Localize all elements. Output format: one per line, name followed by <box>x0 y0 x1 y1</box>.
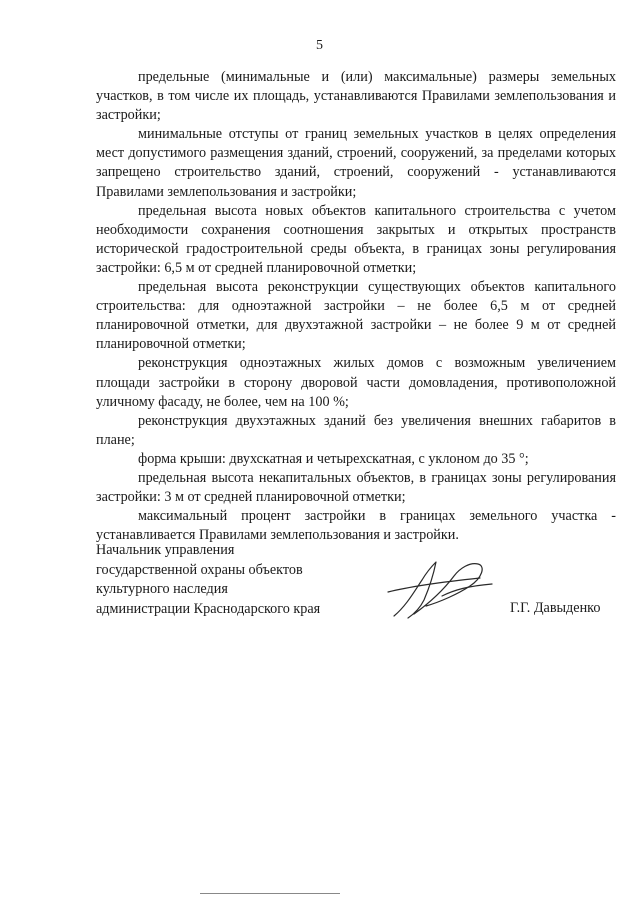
signatory-name: Г.Г. Давыденко <box>510 600 601 616</box>
signatory-title-line: администрации Краснодарского края <box>96 600 321 617</box>
signatory-position <box>96 541 320 619</box>
paragraph-two-storey-reconstruction: реконструкция двухэтажных зданий без увеличения внешних габаритов в плане; <box>96 412 616 448</box>
paragraph-setbacks: минимальные отступы от границ земельных участков в целях определения мест допустимого размещения зданий, строений, сооружений, за пределами которых запрещено строительство зданий, строений, сооружений - устанавливаются Правилами землепользования и застройки; <box>96 126 616 200</box>
page-number: 5 <box>316 38 323 53</box>
paragraph-reconstruction-height: предельная высота реконструкции существующих объектов капитального строительства: для одноэтажной застройки – не более 6,5 м от средней планировочной отметки, для двухэтажной застройки – не более 9 м от средней планировочной отметки; <box>96 279 616 353</box>
signatory-title-line: Начальник управления <box>96 542 235 558</box>
scan-edge-line <box>200 893 340 894</box>
signatory-title-line: культурного наследия <box>96 581 228 598</box>
paragraph-plot-sizes: предельные (минимальные и (или) максимальные) размеры земельных участков, в том числе их площадь, устанавливаются Правилами землепользования и застройки; <box>96 69 616 124</box>
signatory-title-line: государственной охраны объектов <box>96 561 303 578</box>
paragraph-building-percentage: максимальный процент застройки в границах земельного участка - устанавливается Правилами землепользования и застройки. <box>96 508 616 544</box>
handwritten-signature <box>384 556 496 624</box>
paragraph-new-building-height: предельная высота новых объектов капитального строительства с учетом необходимости сохранения соотношения закрытых и открытых пространств исторической градостроительной среды объекта, в границах зоны регулирования застройки: 6,5 м от средней планировочной отметки; <box>96 202 616 276</box>
document-body <box>96 68 616 545</box>
paragraph-temporary-objects-height: предельная высота некапитальных объектов, в границах зоны регулирования застройки: 3 м от средней планировочной отметки; <box>96 469 616 506</box>
paragraph-roof-shape: форма крыши: двухскатная и четырехскатная, с уклоном до 35 °; <box>138 450 529 467</box>
paragraph-one-storey-reconstruction: реконструкция одноэтажных жилых домов с возможным увеличением площади застройки в сторону дворовой части домовладения, противоположной уличному фасаду, не более, чем на 100 %; <box>96 355 616 410</box>
